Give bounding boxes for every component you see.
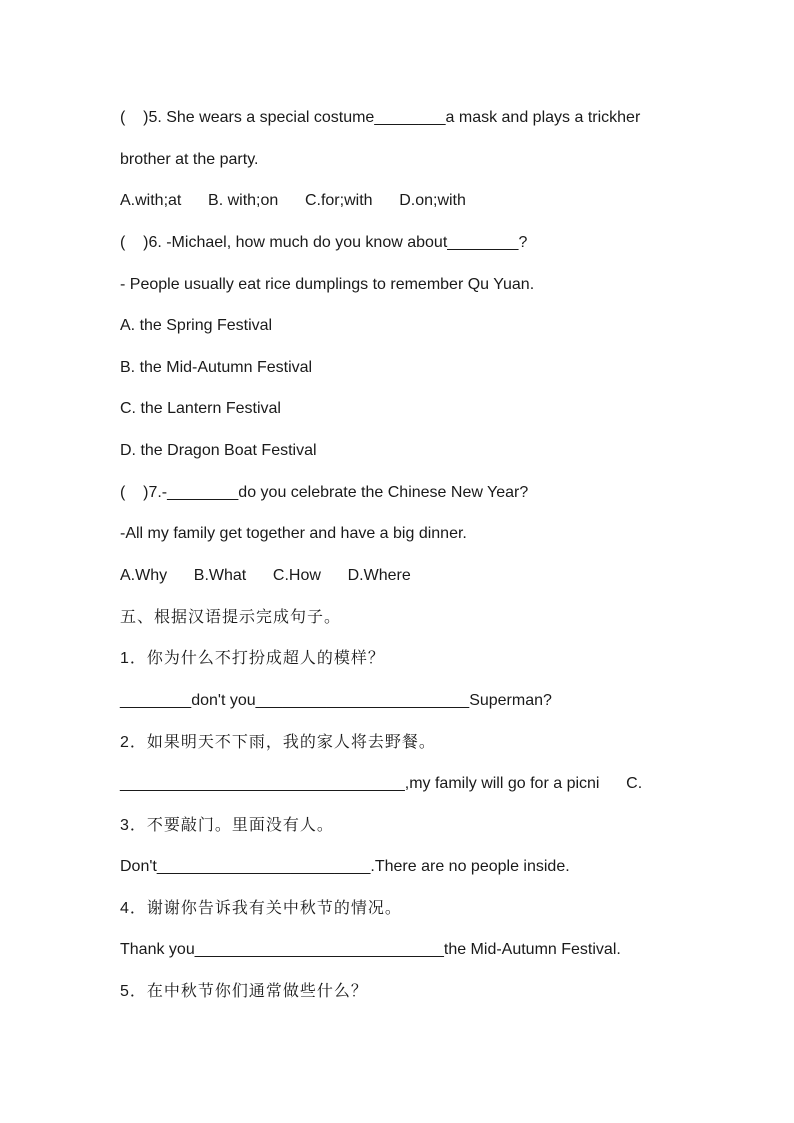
question-7-options: A.Why B.What C.How D.Where	[120, 567, 411, 584]
question-7-stem: ( )7.-________do you celebrate the Chinese New Year?	[120, 484, 529, 501]
question-5-options: A.with;at B. with;on C.for;with D.on;with	[120, 192, 466, 209]
question-6-stem: ( )6. -Michael, how much do you know about________?	[120, 234, 528, 251]
question-7-response: -All my family get together and have a big dinner.	[120, 525, 467, 542]
sentence-4-prompt: 4．谢谢你告诉我有关中秋节的情况。	[120, 900, 402, 917]
sentence-4-blank: Thank you____________________________the Mid-Autumn Festival.	[120, 941, 621, 958]
section-5-heading: 五、根据汉语提示完成句子。	[120, 609, 342, 626]
sentence-2-prompt: 2．如果明天不下雨，我的家人将去野餐。	[120, 734, 436, 751]
sentence-5-prompt: 5．在中秋节你们通常做些什么？	[120, 983, 368, 1000]
question-6-option-a: A. the Spring Festival	[120, 317, 273, 334]
sentence-3-blank: Don't________________________.There are no people inside.	[120, 858, 570, 875]
sentence-3-prompt: 3．不要敲门。里面没有人。	[120, 817, 334, 834]
sentence-2-blank: ________________________________,my family will go for a picni C.	[120, 775, 643, 792]
question-5-stem: ( )5. She wears a special costume________a mask and plays a trickher	[120, 109, 641, 126]
question-6-option-b: B. the Mid-Autumn Festival	[120, 359, 313, 376]
question-6-response: - People usually eat rice dumplings to remember Qu Yuan.	[120, 276, 535, 293]
sentence-1-blank: ________don't you________________________Superman?	[120, 692, 552, 709]
question-5-stem-cont: brother at the party.	[120, 151, 259, 168]
sentence-1-prompt: 1．你为什么不打扮成超人的模样？	[120, 650, 385, 667]
question-6-option-d: D. the Dragon Boat Festival	[120, 442, 317, 459]
question-6-option-c: C. the Lantern Festival	[120, 400, 281, 417]
